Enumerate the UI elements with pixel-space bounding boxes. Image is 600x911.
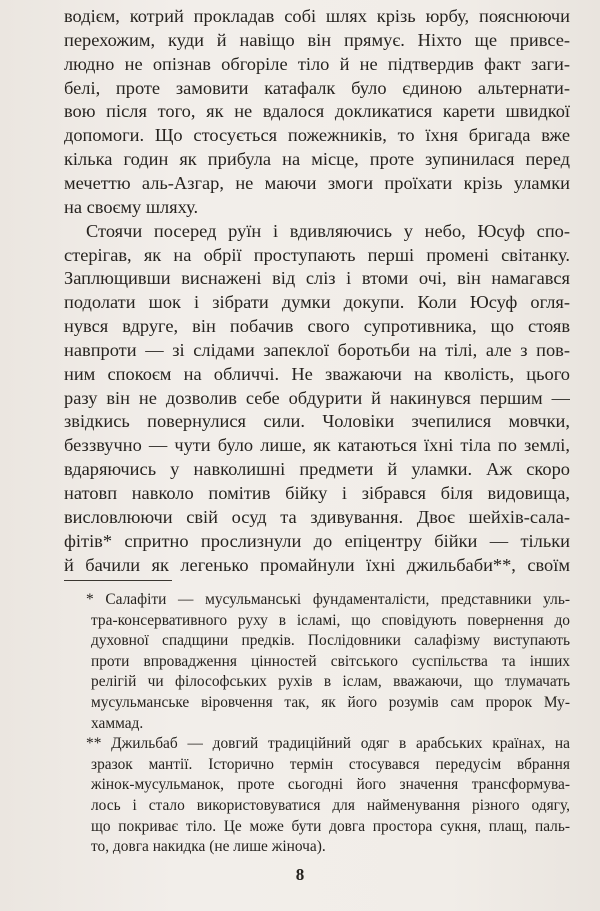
text-line: ним спокоєм на обличчі. Не зважаючи на кволість, цього [64,363,570,384]
footnote-line: духовної спадщини предків. Послідовники салафізму виступають [91,632,570,650]
text-line: навпроти — зі слідами запеклої боротьби на тілі, але з пов- [64,339,570,360]
footnote-first-line: ** Джильбаб — довгий традиційний одяг в арабських країнах, на [86,735,570,753]
footnote-line: жінок-мусульманок, проте сьогодні його значення трансформува- [91,776,570,794]
footnote-separator [64,580,172,581]
text-line: фітів* спритно прослизнули до епіцентру бійки — тільки [64,530,570,551]
text-line: подолати шок і зібрати думки докупи. Коли Юсуф огля- [64,292,570,313]
text-line: водієм, котрий прокладав собі шлях крізь юрбу, пояснюючи [64,6,570,26]
text-line: натовп навколо помітив бійку і зібрався біля видовища, [64,483,570,503]
footnote-line: проти впровадження цінностей світського суспільства та інших [91,652,570,670]
footnote-line: тра-консервативного руху в ісламі, що сповідують повернення до [91,611,570,629]
text-line: на своєму шляху. [64,196,199,217]
text-line: й бачили як легенько промайнули їхні джильбаби**, своїм [64,554,570,575]
text-line: звідкись повернулися сили. Чоловіки зчепилися мовчки, [64,411,570,432]
footnote-line: зразок мантії. Історично термін стосувався передусім вбрання [91,755,570,773]
footnote-line: то, довга накидка (не лише жіноча). [91,838,326,856]
footnote-line: хаммад. [91,714,144,732]
text-line: мечеттю аль-Азгар, не маючи змоги проїхати крізь уламки [64,172,570,193]
footnote-line: лось і стало використовуватися для найменування різного одягу, [91,797,570,814]
text-line: вою після того, як не вдалося докликатися карети швидкої [64,101,570,122]
footnote-first-line: * Салафіти — мусульманські фундаменталісти, представники уль- [86,591,570,608]
paragraph-first-line: Стоячи посеред руїн і вдивляючись у небо, Юсуф спо- [86,220,570,241]
text-line: вдаряючись у навколишні предмети й уламки. Аж скоро [64,459,570,480]
text-line: перехожим, куди й навіщо він прямує. Ніхто ще привсе- [64,29,570,50]
text-line: стерігав, як на обрії проступають перші промені світанку. [64,244,570,265]
text-line: белі, проте замовити катафалк було єдиною альтернати- [64,77,570,98]
text-line: кілька годин як прибула на місце, проте зупинилася перед [64,149,570,170]
text-line: висловлюючи свій осуд та здивування. Двоє шейхів-сала- [64,506,570,527]
text-line: нувся вдруге, він побачив свого супротивника, що стояв [64,316,570,337]
footnote-line: мусульманське віровчення так, як його розумів сам пророк Му- [91,694,570,711]
page-number: 8 [295,865,305,884]
text-line: беззвучно — чути було лише, як катаються їхні тіла по землі, [64,435,570,456]
text-line: людно не опізнав обгоріле тіло й не підтвердив факт заги- [64,53,570,74]
text-line: разу він не дозволив себе обдурити й накинувся першим — [64,387,570,408]
footnote-line: що покриває тіло. Це може бути довга простора сукня, плащ, паль- [91,817,570,835]
text-line: допомоги. Що стосується пожежників, то їхня бригада вже [64,125,570,146]
text-line: Заплющивши виснажені від сліз і втоми очі, він намагався [64,268,570,289]
footnote-line: релігій чи філософських рухів в іслам, вважаючи, що тлумачать [91,673,570,691]
